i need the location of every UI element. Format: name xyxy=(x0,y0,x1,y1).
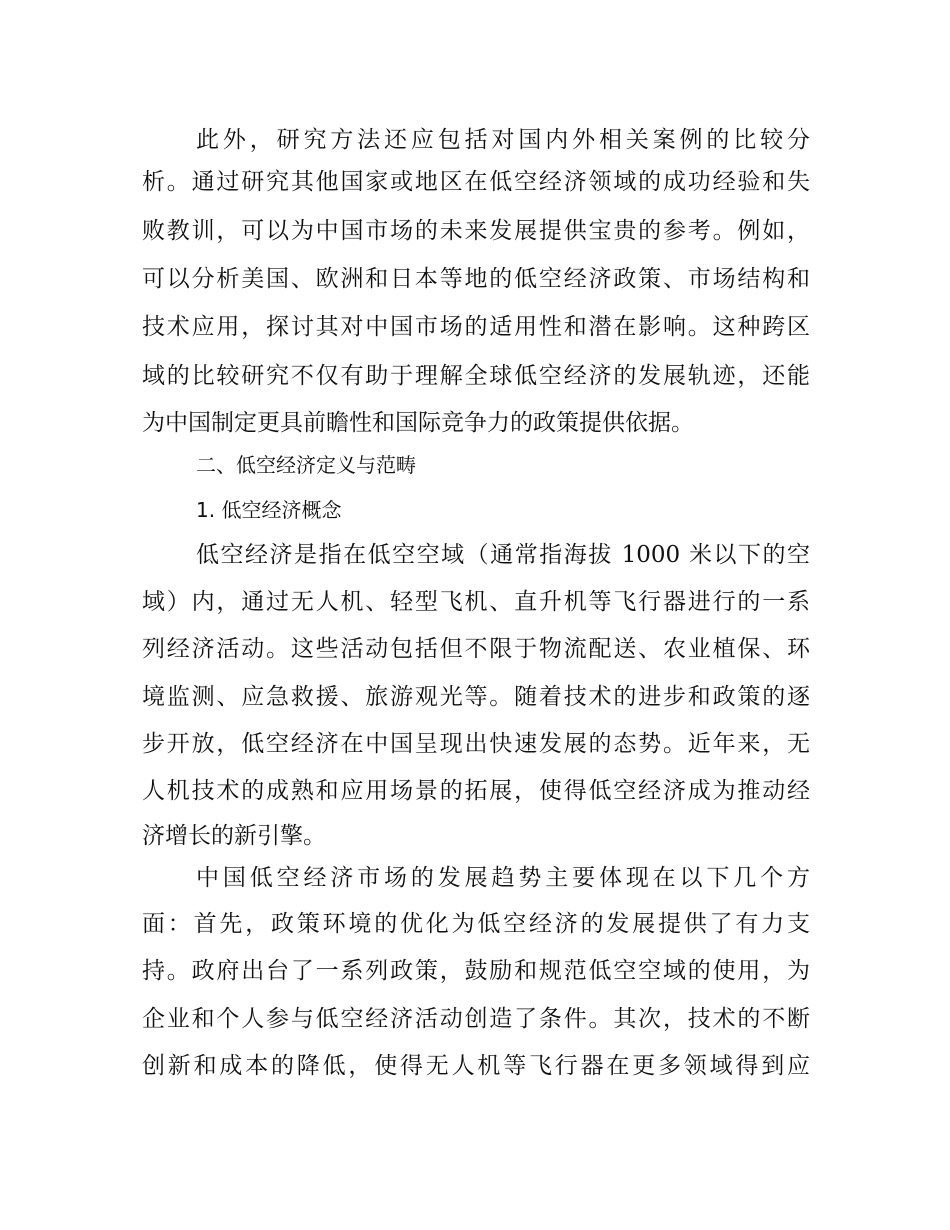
paragraph-2-line-4: 境监测、应急救援、旅游观光等。随着技术的进步和政策的逐 xyxy=(142,684,810,710)
paragraph-2-line-3: 列经济活动。这些活动包括但不限于物流配送、农业植保、环 xyxy=(142,636,810,662)
paragraph-3-line-2: 面：首先，政策环境的优化为低空经济的发展提供了有力支 xyxy=(142,911,810,937)
paragraph-1-line-5: 技术应用，探讨其对中国市场的适用性和潜在影响。这种跨区 xyxy=(142,314,810,340)
paragraph-3-line-1: 中国低空经济市场的发展趋势主要体现在以下几个方 xyxy=(196,865,810,891)
paragraph-2-line-5: 步开放，低空经济在中国呈现出快速发展的态势。近年来，无 xyxy=(142,731,810,757)
paragraph-1-line-3: 败教训，可以为中国市场的未来发展提供宝贵的参考。例如， xyxy=(142,218,810,244)
paragraph-3-line-3: 持。政府出台了一系列政策，鼓励和规范低空空域的使用，为 xyxy=(142,958,810,984)
paragraph-3-line-4: 企业和个人参与低空经济活动创造了条件。其次，技术的不断 xyxy=(142,1006,810,1032)
section-heading: 二、低空经济定义与范畴 xyxy=(196,453,416,477)
paragraph-1-line-2: 析。通过研究其他国家或地区在低空经济领域的成功经验和失 xyxy=(142,169,810,195)
paragraph-2-line-7: 济增长的新引擎。 xyxy=(142,823,326,849)
paragraph-2-line-6: 人机技术的成熟和应用场景的拓展，使得低空经济成为推动经 xyxy=(142,778,810,804)
paragraph-1-line-4: 可以分析美国、欧洲和日本等地的低空经济政策、市场结构和 xyxy=(142,266,810,292)
paragraph-1-line-6: 域的比较研究不仅有助于理解全球低空经济的发展轨迹，还能 xyxy=(142,363,810,389)
paragraph-2-line-2: 域）内，通过无人机、轻型飞机、直升机等飞行器进行的一系 xyxy=(142,589,810,615)
paragraph-2-line-1: 低空经济是指在低空空域（通常指海拔 1000 米以下的空 xyxy=(196,542,810,568)
paragraph-1-line-1: 此外，研究方法还应包括对国内外相关案例的比较分 xyxy=(196,127,810,153)
subsection-heading: 1. 低空经济概念 xyxy=(196,498,342,522)
paragraph-3-line-5: 创新和成本的降低，使得无人机等飞行器在更多领域得到应 xyxy=(142,1053,810,1079)
paragraph-1-line-7: 为中国制定更具前瞻性和国际竞争力的政策提供依据。 xyxy=(142,410,694,436)
